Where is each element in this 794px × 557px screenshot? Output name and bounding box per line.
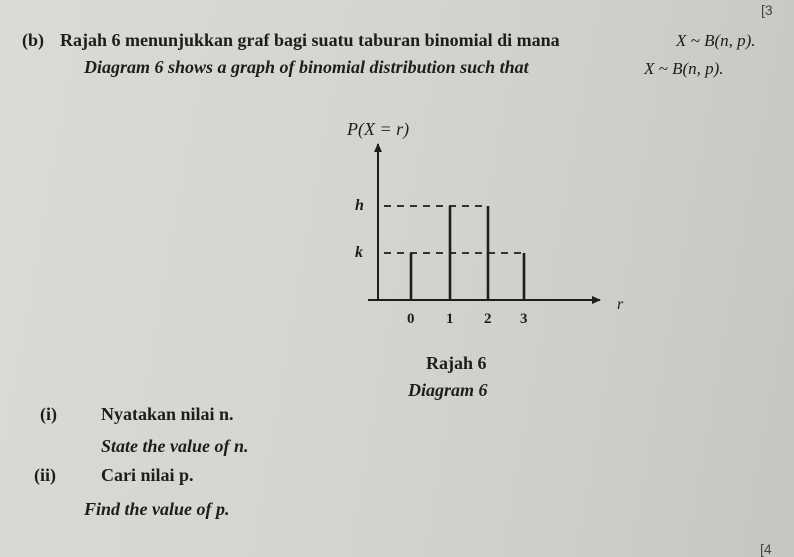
question-notation-english: X ~ B(n, p). xyxy=(644,59,724,78)
part-i-number: (i) xyxy=(40,404,57,424)
marks-indicator-bottom: [4 xyxy=(760,541,772,557)
x-axis-label: r xyxy=(617,296,624,313)
part-ii-number: (ii) xyxy=(34,465,56,485)
x-tick-label-1: 1 xyxy=(446,311,454,327)
part-i-malay: Nyatakan nilai n. xyxy=(101,404,234,424)
question-label: (b) xyxy=(22,30,44,50)
diagram-caption-malay: Rajah 6 xyxy=(426,353,487,373)
part-ii-malay: Cari nilai p. xyxy=(101,465,194,485)
marks-indicator-top: [3 xyxy=(761,2,773,18)
diagram-caption-english: Diagram 6 xyxy=(408,380,488,400)
x-tick-label-0: 0 xyxy=(407,311,415,327)
part-i-english: State the value of n. xyxy=(101,436,249,456)
part-ii-english: Find the value of p. xyxy=(84,499,230,519)
question-intro-malay: Rajah 6 menunjukkan graf bagi suatu taburan binomial di mana xyxy=(60,30,560,50)
question-intro-english: Diagram 6 shows a graph of binomial distribution such that xyxy=(84,57,529,77)
y-tick-label-k: k xyxy=(355,244,363,261)
y-axis-label: P(X = r) xyxy=(347,119,410,139)
x-tick-label-2: 2 xyxy=(484,311,492,327)
question-notation-malay: X ~ B(n, p). xyxy=(676,31,756,50)
x-tick-label-3: 3 xyxy=(520,311,528,327)
y-tick-label-h: h xyxy=(355,197,364,214)
